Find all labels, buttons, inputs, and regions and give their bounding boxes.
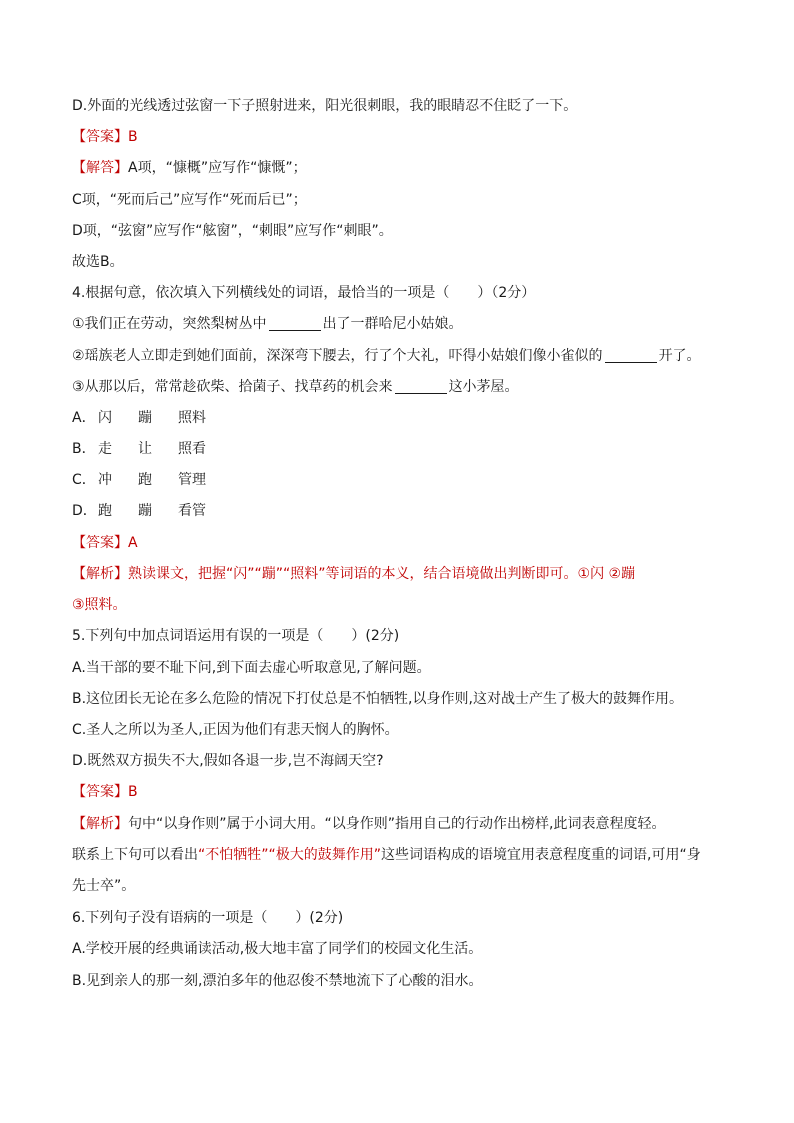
explain-tag: 【解答】 <box>72 160 128 177</box>
option-word: 冲 <box>98 472 112 489</box>
q3-conclusion: 故选B。 <box>72 253 124 270</box>
option-word: 闪 <box>98 409 112 426</box>
analysis-text: 熟读课文，把握“闪”“蹦”“照料”等词语的本义，结合语境做出判断即可。 <box>128 565 578 582</box>
fill-blank <box>605 348 657 363</box>
analysis-text: ①闪 ②蹦 <box>577 565 636 582</box>
q6-option-b: B.见到亲人的那一刻,漂泊多年的他忍俊不禁地流下了心酸的泪水。 <box>72 972 483 989</box>
option-letter: B． <box>72 441 96 458</box>
explain-text: A项，“慷概”应写作“慷慨”； <box>128 160 307 177</box>
option-word: 走 <box>98 441 112 458</box>
q4-sentence-1 <box>72 314 727 334</box>
q5-answer <box>72 782 727 802</box>
analysis-tag: 【解析】 <box>72 815 128 832</box>
sentence-text: ③从那以后，常常趁砍柴、拾菌子、找草药的机会来 <box>72 378 393 395</box>
analysis-text: 先士卒”。 <box>72 877 136 894</box>
q4-option-d <box>72 501 727 521</box>
sentence-text: ②瑶族老人立即走到她们面前，深深弯下腰去，行了个大礼，吓得小姑娘们像小雀似的 <box>72 347 603 364</box>
q4-option-c <box>72 470 727 490</box>
option-letter: D． <box>72 503 97 520</box>
sentence-text: 出了一群哈尼小姑娘。 <box>322 316 463 333</box>
q4-sentence-3 <box>72 377 727 397</box>
sentence-text: 这小茅屋。 <box>448 378 519 395</box>
q5-analysis <box>72 809 727 903</box>
option-word: 蹦 <box>138 503 152 520</box>
option-word: 蹦 <box>138 409 152 426</box>
option-word: 管理 <box>178 472 206 489</box>
q5-option-c: C.圣人之所以为圣人,正因为他们有悲天悯人的胸怀。 <box>72 721 399 738</box>
analysis-text: ③照料。 <box>72 597 127 614</box>
q3-explain-1 <box>72 158 727 178</box>
q4-option-b <box>72 439 727 459</box>
document-page <box>72 96 727 1002</box>
option-word: 看管 <box>178 503 206 520</box>
q4-stem: 4.根据句意，依次填入下列横线处的词语，最恰当的一项是（ ）（2分） <box>72 285 536 302</box>
analysis-highlight: “不怕牺牲”“极大的鼓舞作用” <box>198 846 382 863</box>
analysis-text: 这些词语构成的语境宜用表意程度重的词语,可用“身 <box>381 846 701 863</box>
analysis-text: 句中“以身作则”属于小词大用。“以身作则”指用自己的行动作出榜样,此词表意程度轻。 <box>128 815 666 832</box>
sentence-text: ①我们正在劳动，突然梨树丛中 <box>72 316 267 333</box>
q4-sentence-2 <box>72 346 727 366</box>
option-letter: C． <box>72 472 96 489</box>
fill-blank <box>395 379 447 394</box>
q3-explain-2: C项，“死而后己”应写作“死而后已”； <box>72 191 307 208</box>
q5-option-a: A.当干部的要不耻下问,到下面去虚心听取意见,了解问题。 <box>72 659 431 676</box>
q5-option-b: B.这位团长无论在多么危险的情况下打仗总是不怕牺牲,以身作则,这对战士产生了极大的鼓舞作用。 <box>72 690 683 707</box>
q4-option-a <box>72 408 727 428</box>
fill-blank <box>269 316 321 331</box>
answer-value: A <box>128 534 138 551</box>
option-word: 照看 <box>178 441 206 458</box>
analysis-text: 联系上下句可以看出 <box>72 846 198 863</box>
q4-analysis <box>72 559 727 621</box>
q5-option-d: D.既然双方损失不大,假如各退一步,岂不海阔天空? <box>72 753 384 770</box>
option-word: 跑 <box>98 503 112 520</box>
q3-option-d: D.外面的光线透过弦窗一下子照射进来，阳光很刺眼，我的眼睛忍不住眨了一下。 <box>72 98 578 114</box>
q3-answer <box>72 127 727 147</box>
answer-value: B <box>128 129 138 146</box>
answer-tag: 【答案】 <box>72 534 128 551</box>
q6-option-a: A.学校开展的经典诵读活动,极大地丰富了同学们的校园文化生活。 <box>72 941 483 958</box>
q3-explain-3: D项，“弦窗”应写作“舷窗”，“刺眼”应写作“刺眼”。 <box>72 222 393 239</box>
q4-answer <box>72 533 727 553</box>
q6-stem: 6.下列句子没有语病的一项是（ ）(2分) <box>72 910 344 927</box>
analysis-tag: 【解析】 <box>72 565 128 582</box>
answer-tag: 【答案】 <box>72 784 128 801</box>
q5-stem: 5.下列句中加点词语运用有误的一项是（ ）(2分) <box>72 628 400 645</box>
option-word: 跑 <box>138 472 152 489</box>
option-word: 让 <box>138 441 152 458</box>
sentence-text: 开了。 <box>658 347 701 364</box>
answer-value: B <box>128 784 138 801</box>
answer-tag: 【答案】 <box>72 129 128 146</box>
option-letter: A． <box>72 409 96 426</box>
option-word: 照料 <box>178 409 206 426</box>
